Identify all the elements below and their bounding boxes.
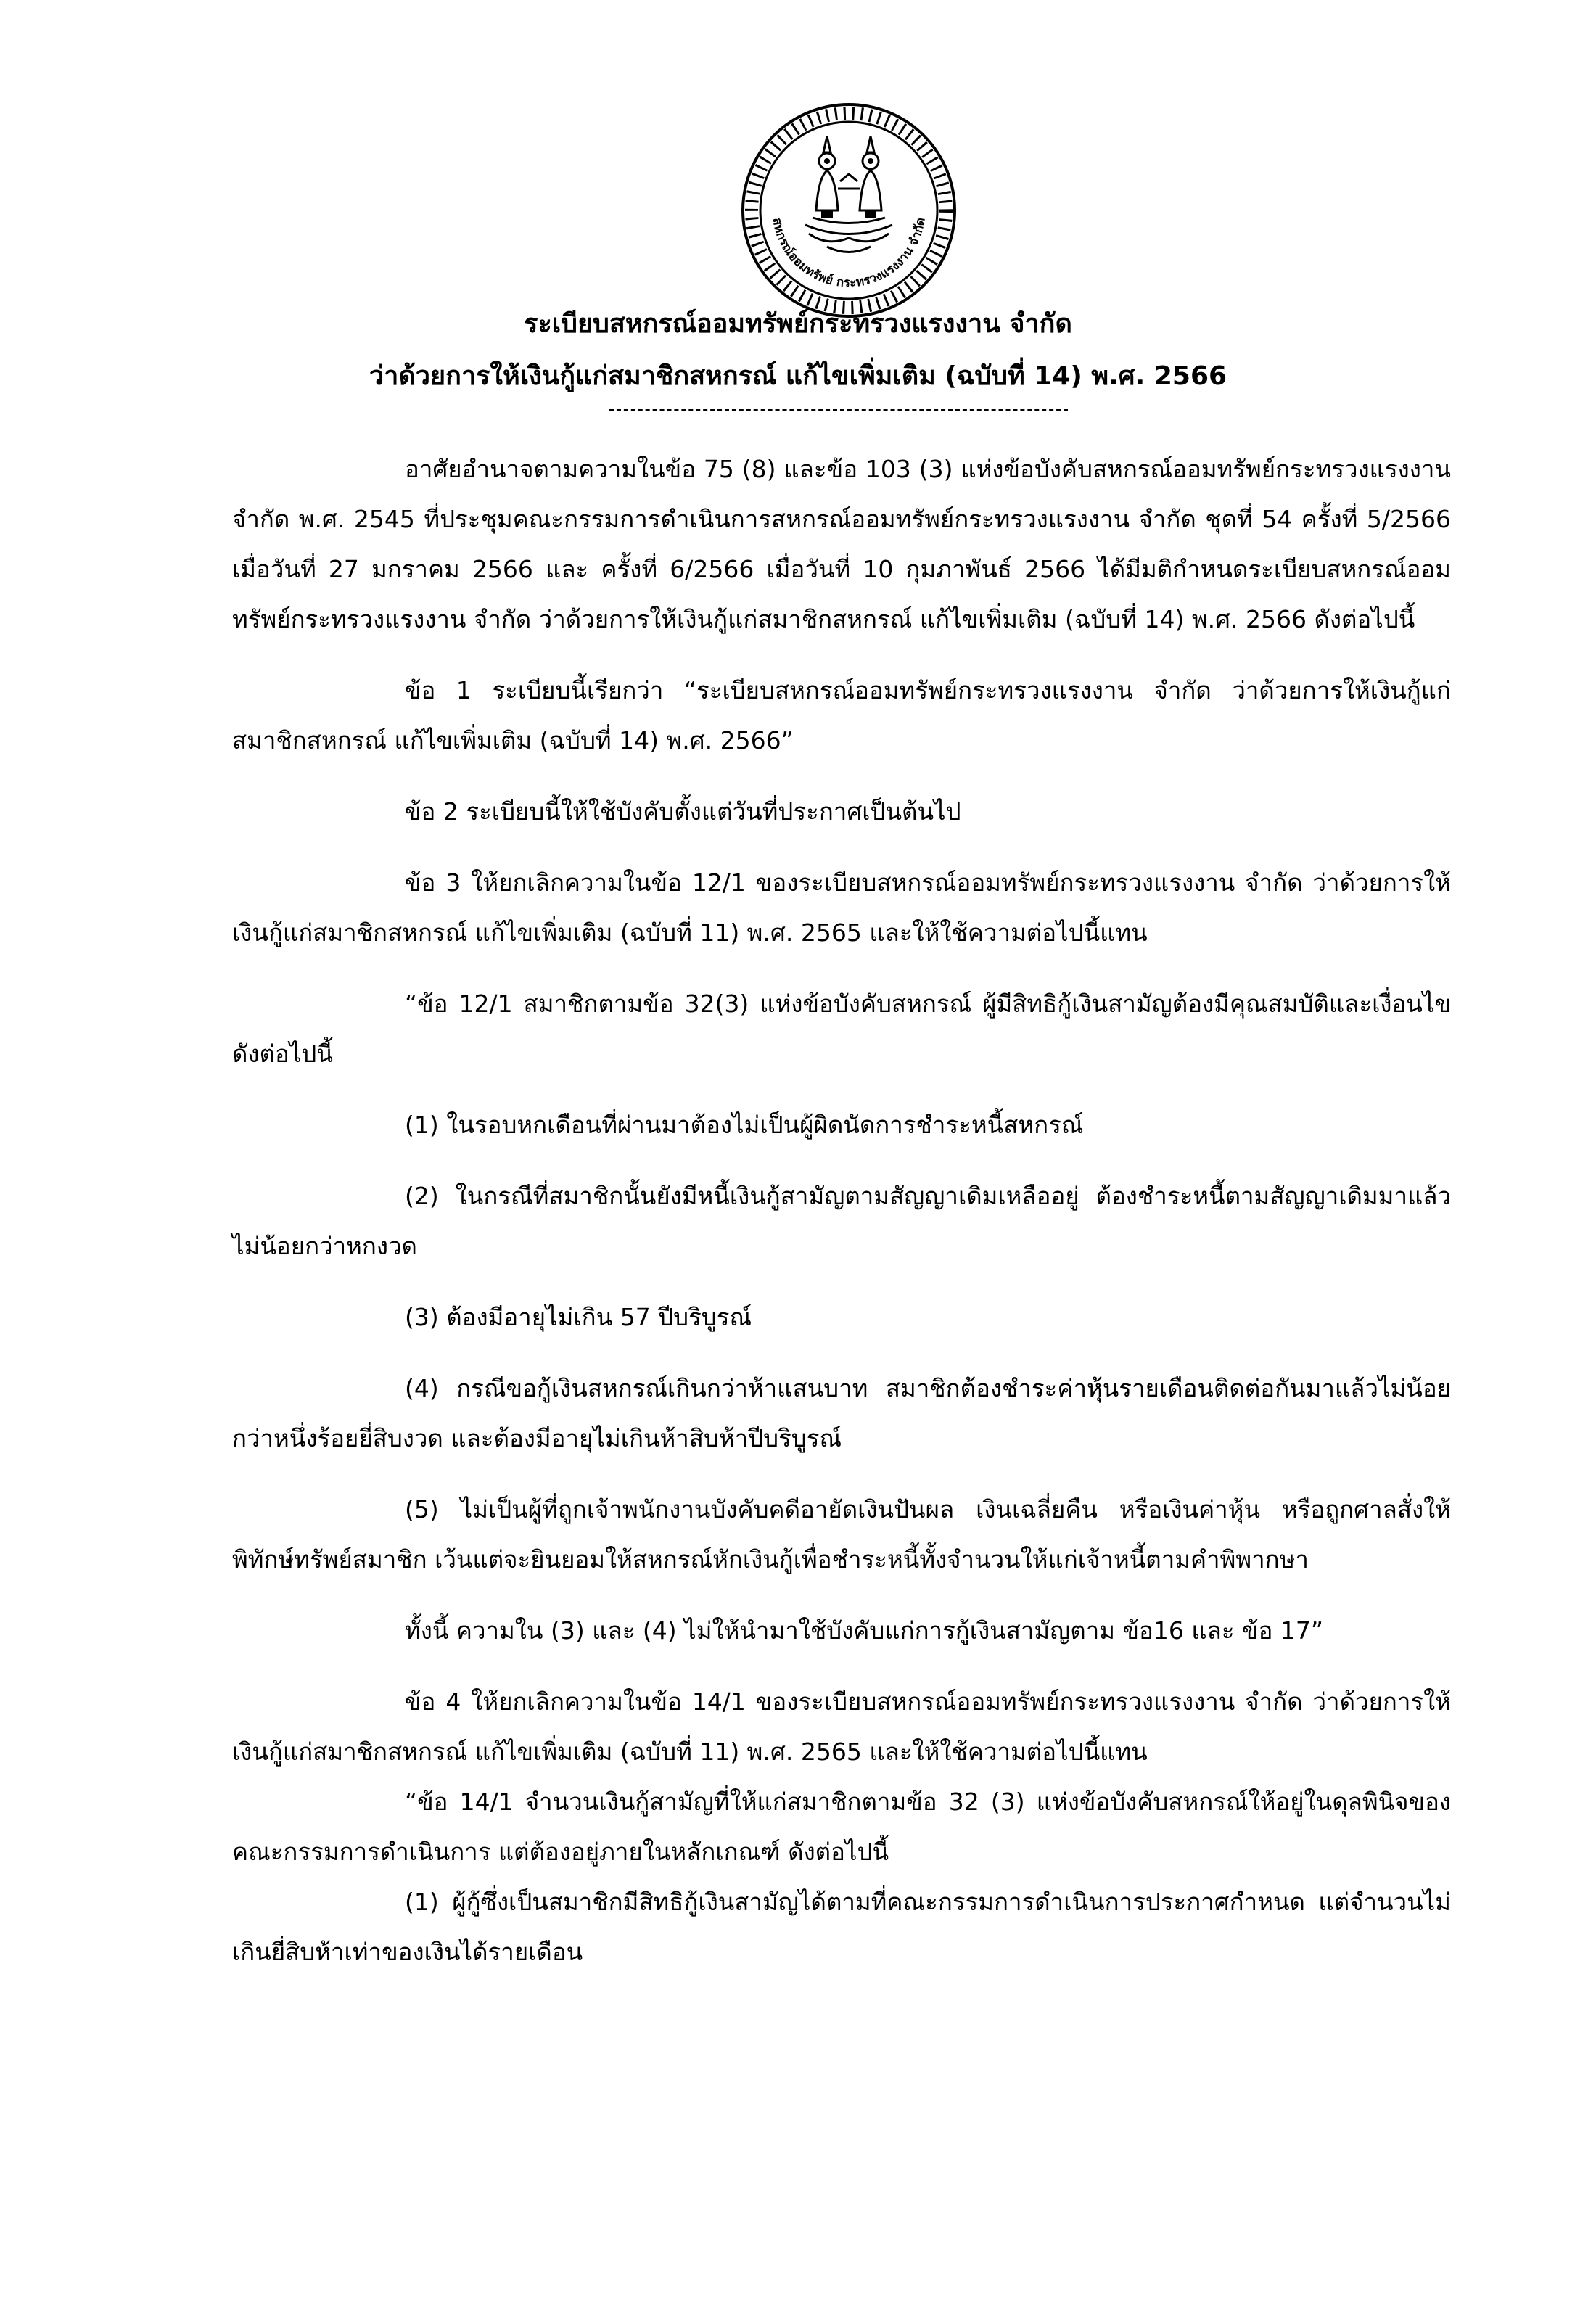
clause-12-1-paragraph: “ข้อ 12/1 สมาชิกตามข้อ 32(3) แห่งข้อบังคับสหกรณ์ ผู้มีสิทธิกู้เงินสามัญต้องมีคุณสมบัติและเงื่อนไข ดังต่อไปนี้: [232, 990, 1451, 1068]
regulation-body: [232, 444, 1451, 1977]
clause-14-1-paragraph: “ข้อ 14/1 จำนวนเงินกู้สามัญที่ให้แก่สมาชิกตามข้อ 32 (3) แห่งข้อบังคับสหกรณ์ให้อยู่ในดุลพินิจของคณะกรรมการดำเนินการ แต่ต้องอยู่ภายในหลักเกณฑ์ ดังต่อไปนี้: [232, 1788, 1451, 1866]
regulation-title: ระเบียบสหกรณ์ออมทรัพย์กระทรวงแรงงาน จำกัด: [524, 309, 1072, 339]
title-divider: [609, 409, 1068, 411]
regulation-subtitle: ว่าด้วยการให้เงินกู้แก่สมาชิกสหกรณ์ แก้ไขเพิ่มเติม (ฉบับที่ 14) พ.ศ. 2566: [369, 361, 1227, 391]
clause-12-1-item-5: (5) ไม่เป็นผู้ที่ถูกเจ้าพนักงานบังคับคดีอายัดเงินปันผล เงินเฉลี่ยคืน หรือเงินค่าหุ้น หรือถูกศาลสั่งให้พิทักษ์ทรัพย์สมาชิก เว้นแต่จะยินยอมให้สหกรณ์หักเงินกู้เพื่อชำระหนี้ทั้งจำนวนให้แก่เจ้าหนี้ตามคำพิพากษา: [232, 1495, 1451, 1574]
preamble-paragraph: อาศัยอำนาจตามความในข้อ 75 (8) และข้อ 103 (3) แห่งข้อบังคับสหกรณ์ออมทรัพย์กระทรวงแรงงาน จำกัด พ.ศ. 2545 ที่ประชุมคณะกรรมการดำเนินการสหกรณ์ออมทรัพย์กระทรวงแรงงาน จำกัด ชุดที่ 54 ครั้งที่ 5/2566 เมื่อวันที่ 27 มกราคม 2566 และ ครั้งที่ 6/2566 เมื่อวันที่ 10 กุมภาพันธ์ 2566 ได้มีมติกำหนดระเบียบสหกรณ์ออมทรัพย์กระทรวงแรงงาน จำกัด ว่าด้วยการให้เงินกู้แก่สมาชิกสหกรณ์ แก้ไขเพิ่มเติม (ฉบับที่ 14) พ.ศ. 2566 ดังต่อไปนี้: [232, 455, 1451, 633]
svg-text:สหกรณ์ออมทรัพย์ กระทรวงแรงงาน: สหกรณ์ออมทรัพย์ กระทรวงแรงงาน จำกัด: [769, 216, 929, 291]
clause-14-1-item-1: (1) ผู้กู้ซึ่งเป็นสมาชิกมีสิทธิกู้เงินสามัญได้ตามที่คณะกรรมการดำเนินการประกาศกำหนด แต่จำนวนไม่เกินยี่สิบห้าเท่าของเงินได้รายเดือน: [232, 1888, 1451, 1966]
clause-12-1-item-3: (3) ต้องมีอายุไม่เกิน 57 ปีบริบูรณ์: [405, 1303, 752, 1331]
clause-12-1-note: ทั้งนี้ ความใน (3) และ (4) ไม่ให้นำมาใช้บังคับแก่การกู้เงินสามัญตาม ข้อ16 และ ข้อ 17”: [405, 1616, 1324, 1645]
clause-3-paragraph: ข้อ 3 ให้ยกเลิกความในข้อ 12/1 ของระเบียบสหกรณ์ออมทรัพย์กระทรวงแรงงาน จำกัด ว่าด้วยการให้เงินกู้แก่สมาชิกสหกรณ์ แก้ไขเพิ่มเติม (ฉบับที่ 11) พ.ศ. 2565 และให้ใช้ความต่อไปนี้แทน: [232, 868, 1451, 947]
cooperative-logo-seal: [740, 102, 958, 319]
clause-12-1-item-1: (1) ในรอบหกเดือนที่ผ่านมาต้องไม่เป็นผู้ผิดนัดการชำระหนี้สหกรณ์: [405, 1111, 1084, 1139]
clause-4-paragraph: ข้อ 4 ให้ยกเลิกความในข้อ 14/1 ของระเบียบสหกรณ์ออมทรัพย์กระทรวงแรงงาน จำกัด ว่าด้วยการให้เงินกู้แก่สมาชิกสหกรณ์ แก้ไขเพิ่มเติม (ฉบับที่ 11) พ.ศ. 2565 และให้ใช้ความต่อไปนี้แทน: [232, 1687, 1451, 1766]
clause-12-1-item-2: (2) ในกรณีที่สมาชิกนั้นยังมีหนี้เงินกู้สามัญตามสัญญาเดิมเหลืออยู่ ต้องชำระหนี้ตามสัญญาเดิมมาแล้วไม่น้อยกว่าหกงวด: [232, 1182, 1451, 1260]
clause-12-1-item-4: (4) กรณีขอกู้เงินสหกรณ์เกินกว่าห้าแสนบาท สมาชิกต้องชำระค่าหุ้นรายเดือนติดต่อกันมาแล้วไม่น้อยกว่าหนึ่งร้อยยี่สิบงวด และต้องมีอายุไม่เกินห้าสิบห้าปีบริบูรณ์: [232, 1374, 1451, 1452]
clause-1-paragraph: ข้อ 1 ระเบียบนี้เรียกว่า “ระเบียบสหกรณ์ออมทรัพย์กระทรวงแรงงาน จำกัด ว่าด้วยการให้เงินกู้แก่สมาชิกสหกรณ์ แก้ไขเพิ่มเติม (ฉบับที่ 14) พ.ศ. 2566”: [232, 676, 1451, 754]
clause-2-paragraph: ข้อ 2 ระเบียบนี้ให้ใช้บังคับตั้งแต่วันที่ประกาศเป็นต้นไป: [405, 797, 961, 826]
